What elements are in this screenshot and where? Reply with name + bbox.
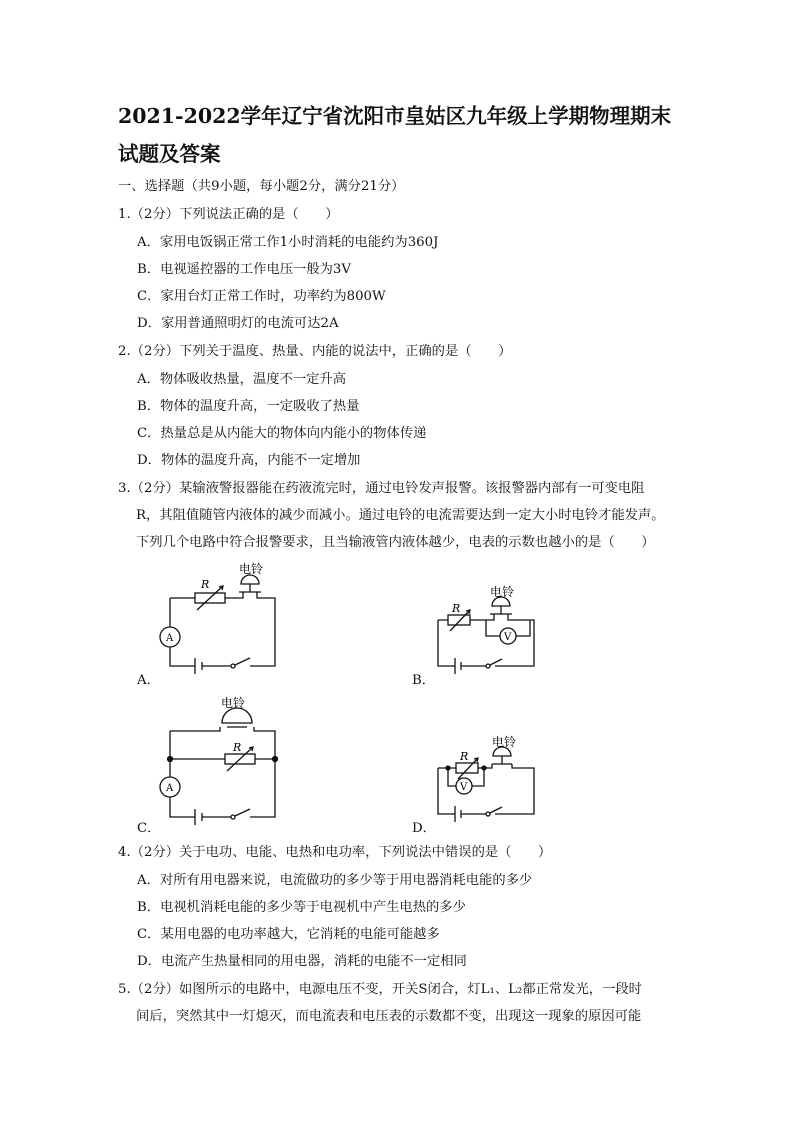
doc-title-line1: 2021-2022学年辽宁省沈阳市皇姑区九年级上学期物理期末 [118,104,672,128]
q3-stem-line3: 下列几个电路中符合报警要求，且当输液管内液体越少，电表的示数也越小的是（ ） [136,535,655,550]
q1-stem: 1.（2分）下列说法正确的是（ ） [118,207,339,222]
q3-stem-line1: 3.（2分）某输液警报器能在药液流完时，通过电铃发声报警。该报警器内部有一可变电阻 [118,481,645,496]
circuit-c-ammeter-label: A [166,783,174,794]
q2-option-c: C．热量总是从内能大的物体向内能小的物体传递 [137,426,427,441]
q3-option-c-label: C． [137,821,161,836]
circuit-d-resistor-label: R [460,750,469,763]
q3-stem-line2: R，其阻值随管内液体的减少而减小。通过电铃的电流需要达到一定大小时电铃才能发声。 [136,508,665,523]
q3-option-b-label: B． [412,673,436,688]
q3-option-a-label: A． [137,673,160,688]
section-heading: 一、选择题（共9小题，每小题2分，满分21分） [118,179,405,194]
q2-option-d: D．物体的温度升高，内能不一定增加 [137,453,361,468]
q1-option-b: B．电视遥控器的工作电压一般为3V [137,262,351,277]
q4-option-c: C．某用电器的电功率越大，它消耗的电能可能越多 [137,927,440,942]
q4-option-b: B．电视机消耗电能的多少等于电视机中产生电热的多少 [137,900,466,915]
q3-option-d-label: D． [412,821,436,836]
circuit-a-ammeter-label: A [166,633,174,644]
circuit-b-voltmeter-label: V [504,632,512,643]
circuit-a-bell-label: 电铃 [239,562,264,576]
q4-option-a: A．对所有用电器来说，电流做功的多少等于用电器消耗电能的多少 [137,873,533,888]
q2-stem: 2.（2分）下列关于温度、热量、内能的说法中，正确的是（ ） [118,344,512,359]
circuit-a-resistor-label: R [201,578,210,591]
q5-stem-line1: 5.（2分）如图所示的电路中，电源电压不变，开关S闭合，灯L₁、L₂都正常发光，一段时 [118,982,642,997]
q1-option-c: C．家用台灯正常工作时，功率约为800W [137,289,386,304]
circuit-diagram-a [155,558,290,678]
q2-option-b: B．物体的温度升高，一定吸收了热量 [137,399,360,414]
circuit-d-voltmeter-label: V [460,782,468,793]
q2-option-a: A．物体吸收热量，温度不一定升高 [137,372,347,387]
circuit-b-bell-label: 电铃 [490,585,515,599]
circuit-b-resistor-label: R [452,602,461,615]
q1-option-a: A．家用电饭锅正常工作1小时消耗的电能约为360J [137,235,439,250]
doc-title-line2: 试题及答案 [118,142,221,166]
q4-stem: 4.（2分）关于电功、电能、电热和电功率，下列说法中错误的是（ ） [118,845,552,860]
circuit-c-bell-label: 电铃 [221,696,246,710]
circuit-diagram-d [430,732,555,832]
q1-option-d: D．家用普通照明灯的电流可达2A [137,316,339,331]
circuit-diagram-b [430,584,555,684]
circuit-diagram-c [155,693,290,828]
q4-option-d: D．电流产生热量相同的用电器，消耗的电能不一定相同 [137,954,467,969]
circuit-c-resistor-label: R [233,741,242,754]
q5-stem-line2: 间后，突然其中一灯熄灭，而电流表和电压表的示数都不变，出现这一现象的原因可能 [136,1009,642,1024]
circuit-d-bell-label: 电铃 [492,735,517,749]
